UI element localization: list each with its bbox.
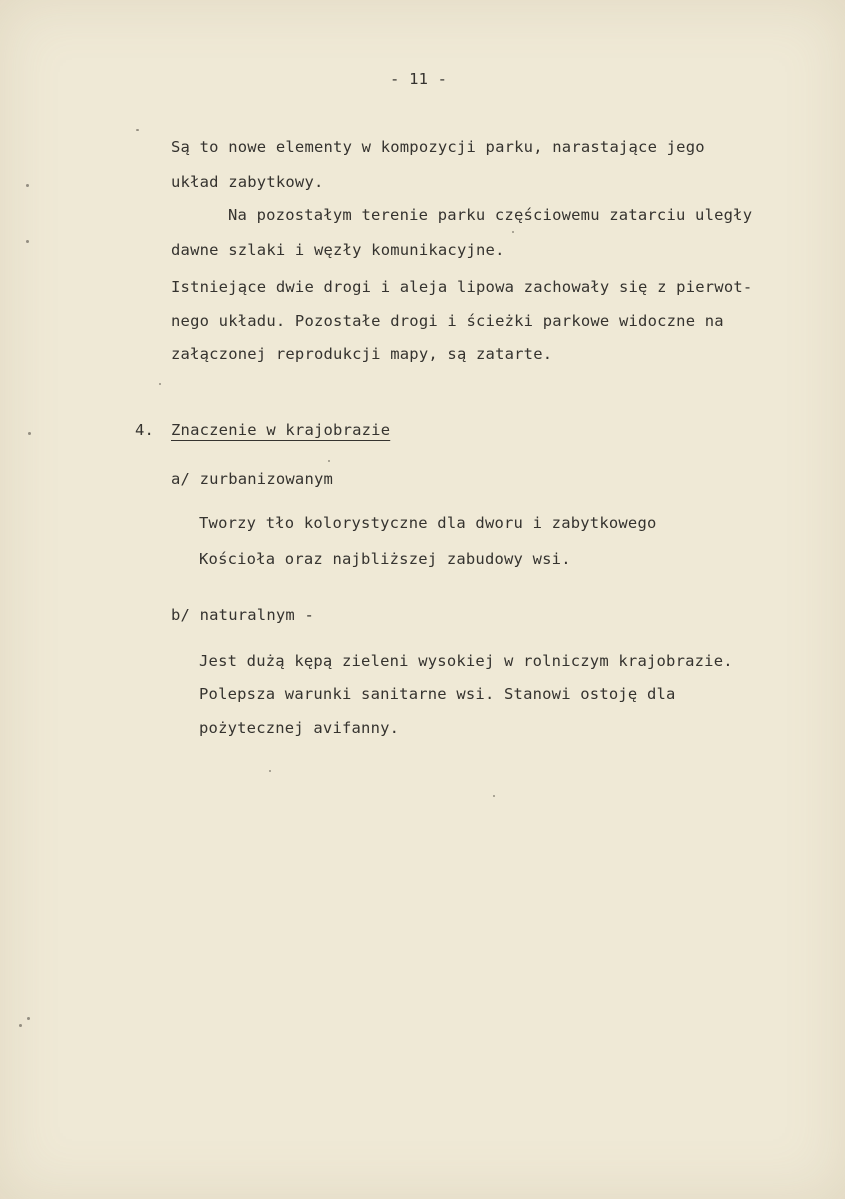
paper-speck [512, 231, 514, 233]
paper-speck [136, 129, 139, 131]
paper-speck [19, 1024, 22, 1027]
paragraph-2-line-1: Na pozostałym terenie parku częściowemu zatarciu uległy [228, 206, 753, 224]
subsection-a-line-2: Kościoła oraz najbliższej zabudowy wsi. [199, 550, 571, 568]
paper-speck [328, 460, 330, 462]
subsection-a-line-1: Tworzy tło kolorystyczne dla dworu i zabytkowego [199, 514, 657, 532]
subsection-b-line-3: pożytecznej avifanny. [199, 719, 400, 737]
paper-speck [28, 432, 31, 435]
paragraph-2-line-2: dawne szlaki i węzły komunikacyjne. [171, 241, 505, 259]
subsection-a-label: a/ zurbanizowanym [171, 470, 334, 488]
subsection-b-line-1: Jest dużą kępą zieleni wysokiej w rolniczym krajobrazie. [199, 652, 733, 670]
paper-speck [27, 1017, 30, 1020]
paper-speck [159, 383, 161, 385]
section-number: 4. [135, 421, 155, 439]
paragraph-1-line-2: układ zabytkowy. [171, 173, 324, 191]
subsection-b-line-2: Polepsza warunki sanitarne wsi. Stanowi ostoję dla [199, 685, 676, 703]
section-title: Znaczenie w krajobrazie [171, 421, 391, 439]
subsection-b-label: b/ naturalnym - [171, 606, 314, 624]
paper-speck [493, 795, 495, 797]
paper-speck [269, 770, 271, 772]
page-number: - 11 - [390, 70, 448, 88]
paragraph-3-line-1: Istniejące dwie drogi i aleja lipowa zachowały się z pierwot- [171, 278, 753, 296]
paragraph-1-line-1: Są to nowe elementy w kompozycji parku, narastające jego [171, 138, 705, 156]
paragraph-3-line-2: nego układu. Pozostałe drogi i ścieżki parkowe widoczne na [171, 312, 724, 330]
paper-speck [26, 240, 29, 243]
paper-speck [26, 184, 29, 187]
paragraph-3-line-3: załączonej reprodukcji mapy, są zatarte. [171, 345, 553, 363]
